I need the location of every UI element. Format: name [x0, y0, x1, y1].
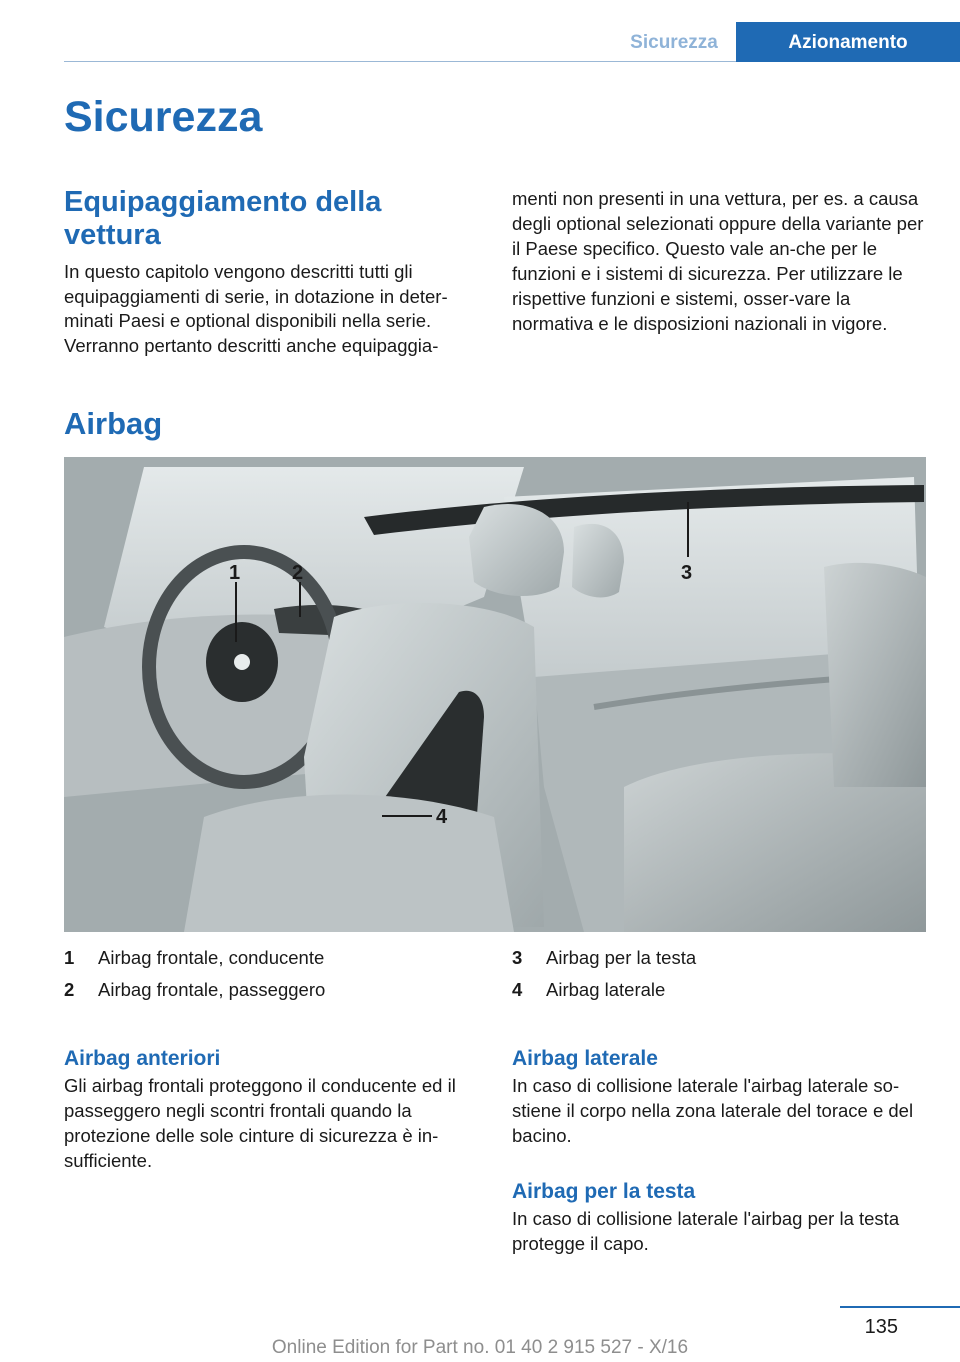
legend-label: Airbag per la testa [546, 947, 697, 968]
legend-number: 2 [64, 979, 75, 1000]
tab-sicurezza[interactable]: Sicurezza [630, 32, 718, 53]
legend-number: 4 [512, 979, 523, 1000]
legend-item [64, 974, 325, 1006]
legend-label: Airbag frontale, passeggero [98, 979, 326, 1000]
head-airbag-heading: Airbag per la testa [512, 1180, 696, 1203]
car-interior-illustration [64, 457, 926, 932]
legend-number: 3 [512, 947, 523, 968]
equipment-left-column [64, 186, 480, 359]
page-number: 135 [864, 1316, 898, 1338]
equipment-text-left: In questo capitolo vengono descritti tutti gli equipaggiamenti di serie, in dotazione in deter-minati Paesi e optional disponibili nella serie. Verranno pertanto descritti anche equipaggia- [64, 260, 448, 357]
callout-label-1: 1 [229, 562, 241, 584]
legend-item [64, 942, 325, 974]
side-airbag-section [512, 1045, 928, 1149]
callout-label-4: 4 [436, 806, 448, 828]
legend-right [512, 942, 696, 1006]
front-airbag-section [64, 1045, 480, 1174]
equipment-heading: Equipaggiamento della vettura [64, 186, 382, 251]
airbag-heading: Airbag [64, 406, 163, 441]
legend-label: Airbag frontale, conducente [98, 947, 325, 968]
side-airbag-text: In caso di collisione laterale l'airbag laterale so-stiene il corpo nella zona laterale del torace e del bacino. [512, 1075, 914, 1147]
equipment-right-column [512, 187, 928, 337]
edition-note: Online Edition for Part no. 01 40 2 915 527 - X/16 [271, 1337, 689, 1358]
footer-rule [840, 1306, 960, 1308]
tab-azionamento[interactable]: Azionamento [736, 22, 960, 62]
head-airbag-text: In caso di collisione laterale l'airbag per la testa protegge il capo. [512, 1208, 900, 1255]
legend-left [64, 942, 325, 1006]
legend-label: Airbag laterale [546, 979, 666, 1000]
page-title: Sicurezza [64, 93, 263, 141]
legend-number: 1 [64, 947, 75, 968]
legend-item [512, 974, 696, 1006]
equipment-text-right: menti non presenti in una vettura, per es. a causa degli optional selezionati oppure della variante per il Paese specifico. Questo vale an-che per le funzioni e i sistemi di sicurezza. Per utilizzare le rispettive funzioni e sistemi, osser-vare la normativa e le disposizioni nazionali in vigore. [512, 188, 924, 334]
front-airbag-heading: Airbag anteriori [64, 1047, 221, 1070]
legend-item [512, 942, 696, 974]
head-airbag-section [512, 1178, 928, 1257]
callout-label-3: 3 [681, 562, 693, 584]
side-airbag-heading: Airbag laterale [512, 1047, 658, 1070]
front-airbag-text: Gli airbag frontali proteggono il conducente ed il passeggero negli scontri frontali quando la protezione delle sole cinture di sicurezza è in-sufficiente. [64, 1075, 456, 1172]
airbag-figure [64, 457, 926, 932]
callout-label-2: 2 [292, 562, 304, 584]
